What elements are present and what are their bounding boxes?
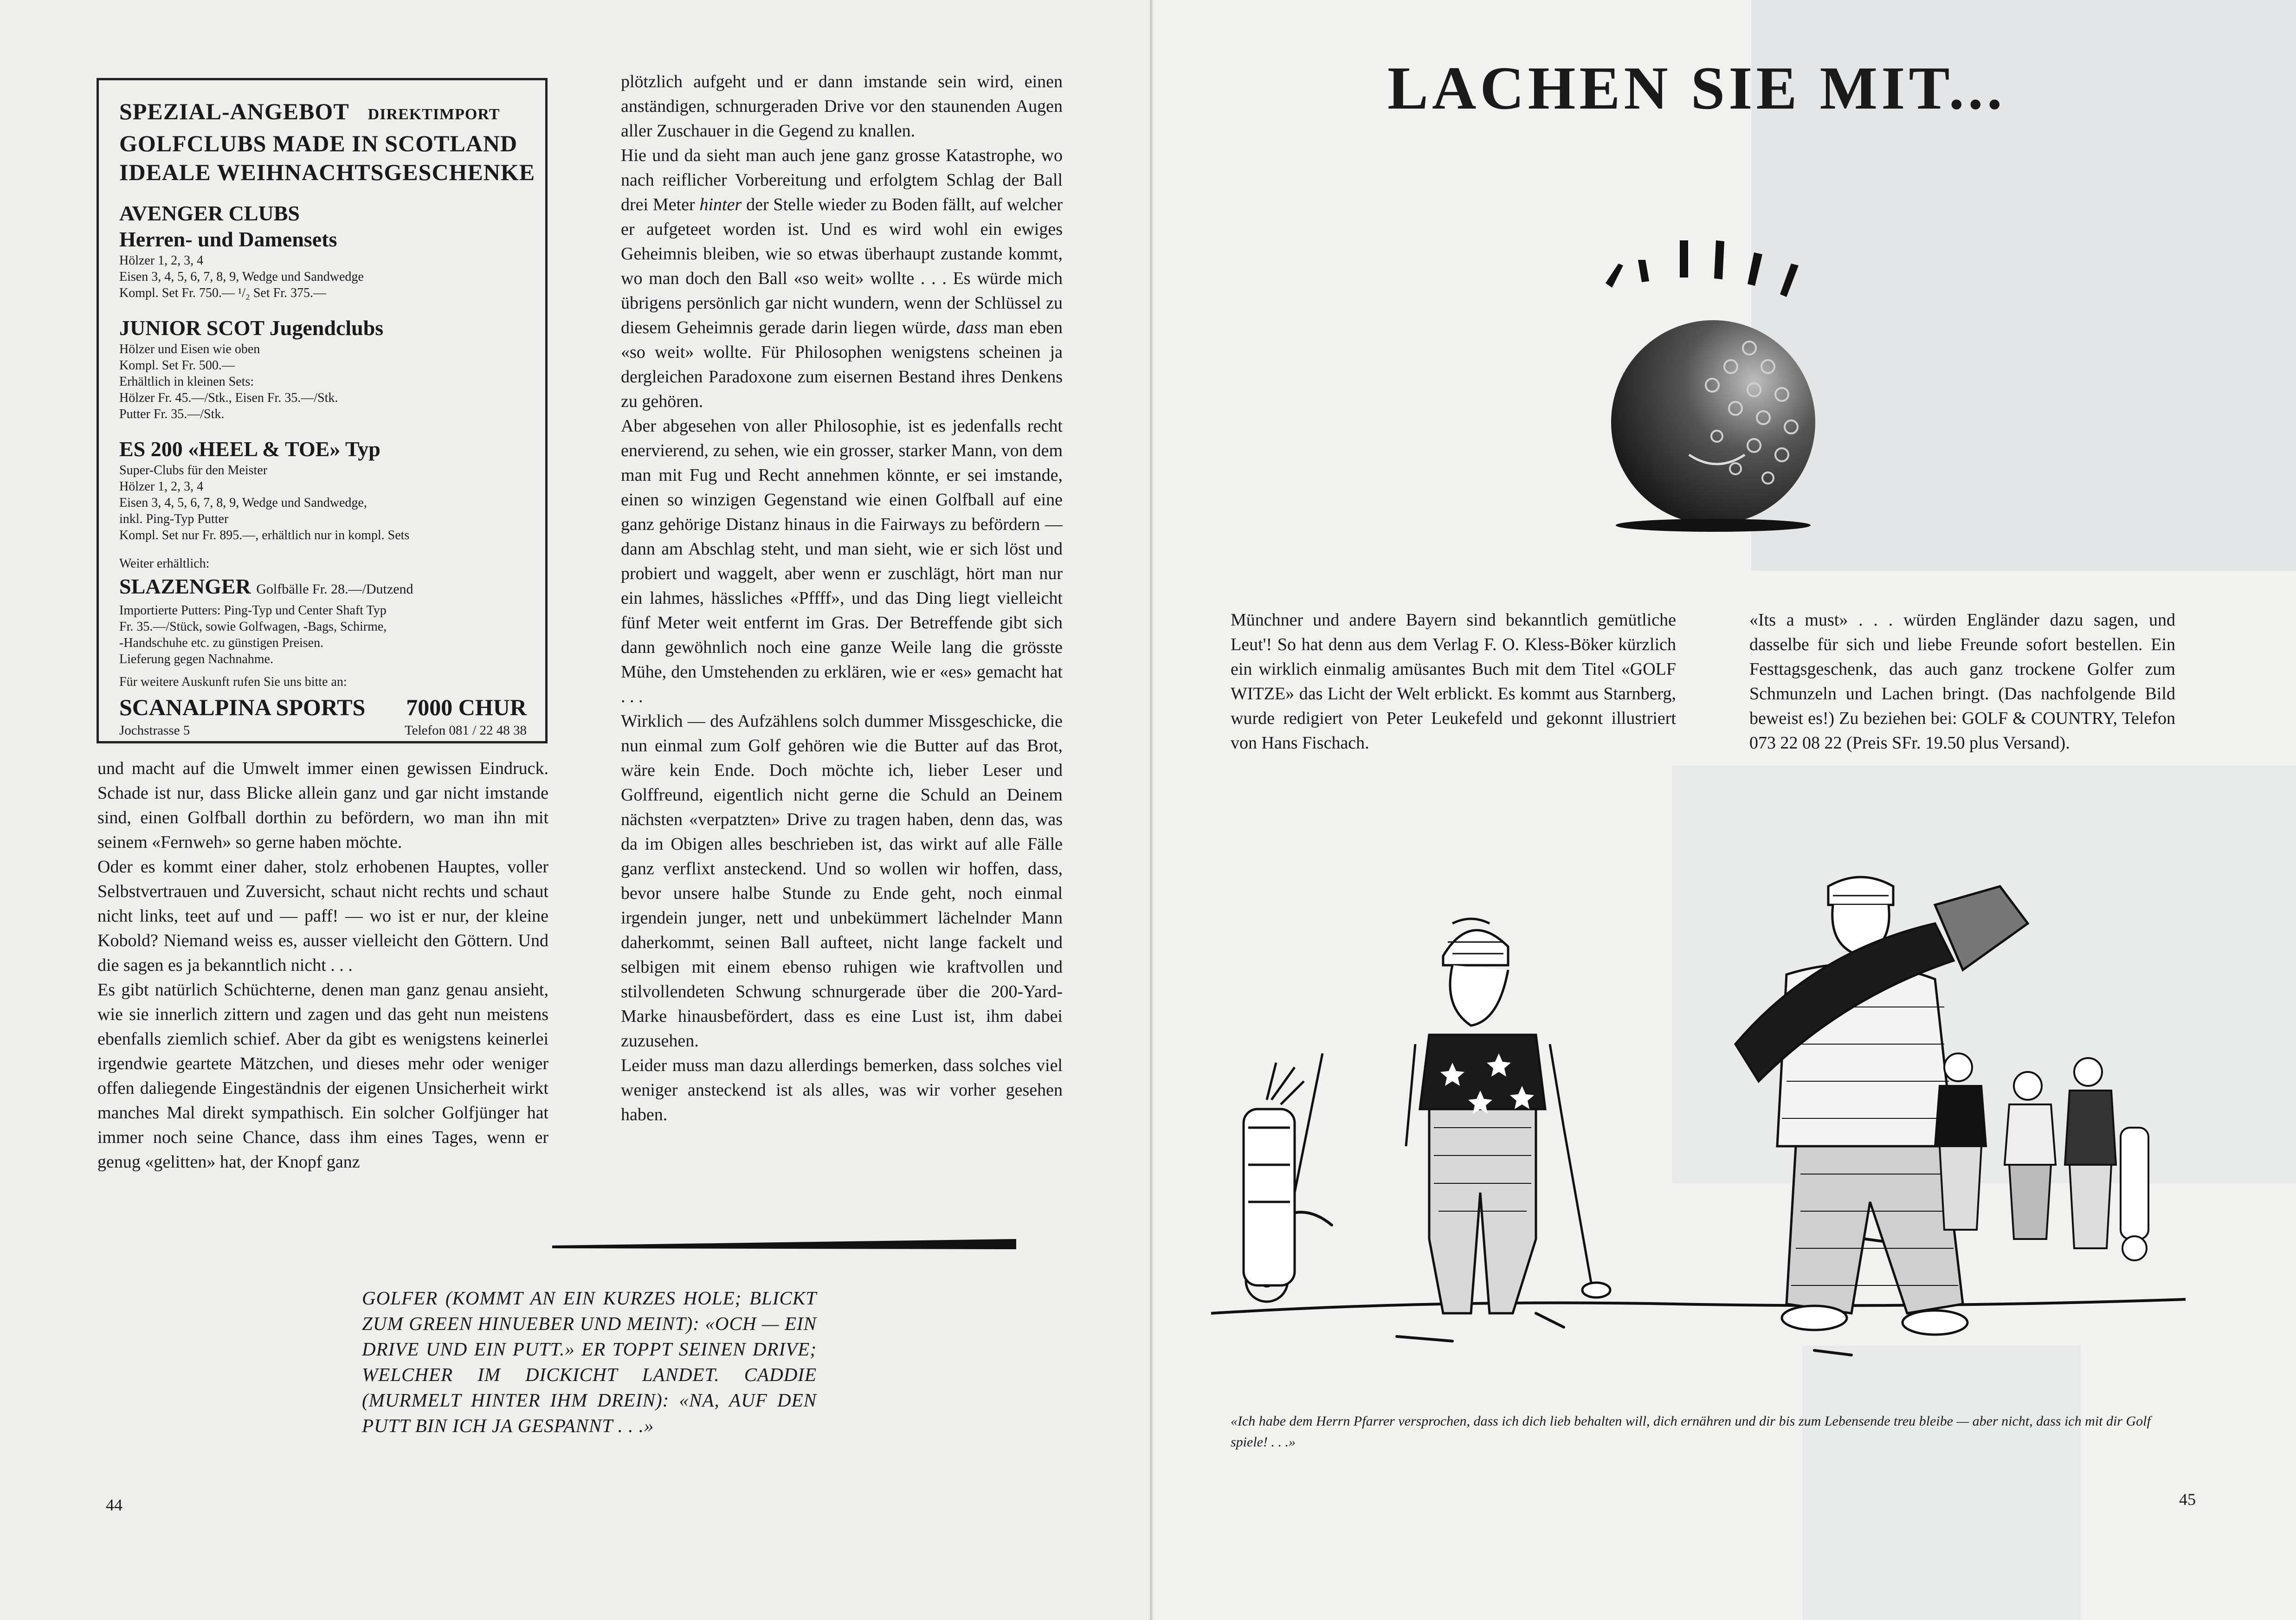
ad-line: Erhältlich in kleinen Sets: [119, 374, 254, 389]
ad-line: Hölzer 1, 2, 3, 4 [119, 253, 204, 268]
ad-header-line3: IDEALE WEIHNACHTSGESCHENKE [119, 159, 535, 185]
cartoon-caption: «Ich habe dem Herrn Pfarrer versprochen, dass ich dich lieb behalten will, dich ernähren und dir bis zum Lebensende treu bleibe — aber nicht, dass ich mit dir Golf spiele! . . .» [1231, 1413, 2151, 1450]
paragraph: Oder es kommt einer daher, stolz erhobenen Hauptes, voller Selbstvertrauen und Zuversicht, schaut nicht rechts und schaut nicht links, teet auf und — paff! — wo ist er nur, der kleine Kobold? Niemand weiss es, ausser vielleicht den Göttern. Und die sagen es ja bekanntlich nicht . . . [97, 857, 548, 975]
headline: LACHEN SIE MIT... [1387, 54, 2006, 122]
paragraph: und macht auf die Umwelt immer einen gewissen Eindruck. Schade ist nur, dass Blicke allein ganz und gar nicht imstande sind, einen Golfball dorthin zu befördern, wo man ihn mit seinem «Fernweh» so gerne haben möchte. [97, 759, 548, 852]
ad-header-line1: SPEZIAL-ANGEBOT DIREKTIMPORT [119, 98, 500, 124]
golf-ball-illustration [1596, 195, 1838, 557]
paragraph: Aber abgesehen von aller Philosophie, ist es jedenfalls recht enervierend, zu sehen, wie ein grosser, starker Mann, von dem man mit Fug und Recht annehmen könnte, er sei imstande, einen so winzigen Gegenstand wie einen Golfball auf eine ganz gehörige Distanz hinaus in die Fairways zu befördern — dann am Abschlag steht, und man sieht, wie er sich löst und probiert und waggelt, aber wenn er zuschlägt, hört man nur ein lahmes, hässliches «Pffff», und das Ding liegt vielleicht fünf Meter weit entfernt im Gras. Der Betreffende gibt sich dann gewöhnlich noch eine ganze Weile lang die grösste Mühe, den Umstehenden zu erklären, wie er «es» gemacht hat . . . [621, 416, 1063, 706]
ad-line: Lieferung gegen Nachnahme. [119, 652, 273, 666]
ad-line: Kompl. Set nur Fr. 895.—, erhältlich nur in kompl. Sets [119, 528, 410, 542]
decorative-rule [552, 1239, 1016, 1251]
ad-further: Weiter erhältlich: [119, 556, 210, 571]
ad-phone: Telefon 081 / 22 48 38 [405, 723, 527, 738]
ad-avenger-subtitle: Herren- und Damensets [119, 227, 337, 251]
ad-line: Super-Clubs für den Meister [119, 463, 268, 478]
ad-line: Eisen 3, 4, 5, 6, 7, 8, 9, Wedge und Sandwedge [119, 270, 364, 284]
page-number-left: 44 [106, 1496, 123, 1514]
ad-line: Kompl. Set Fr. 750.— ¹/₂ Set Fr. 375.— [119, 286, 326, 300]
ad-street: Jochstrasse 5 [119, 723, 190, 738]
paragraph: Leider muss man dazu allerdings bemerken, dass solches viel weniger ansteckend ist als alles, was wir vorher gesehen haben. [621, 1056, 1063, 1124]
joke-text: GOLFER (KOMMT AN EIN KURZES HOLE; BLICKT ZUM GREEN HINUEBER UND MEINT): «OCH — EIN DRIVE UND EIN PUTT.» ER TOPPT SEINEN DRIVE; WELCHER IM DICKICHT LANDET. CADDIE (MURMELT HINTER IHM DREIN): «NA, AUF DEN PUTT BIN ICH JA GESPANNT . . .» [362, 1287, 817, 1436]
ad-line: -Handschuhe etc. zu günstigen Preisen. [119, 636, 324, 650]
ad-contact [119, 693, 527, 722]
ad-line: Hölzer Fr. 45.—/Stk., Eisen Fr. 35.—/Stk. [119, 391, 338, 405]
cartoon-illustration [1211, 868, 2186, 1388]
ad-company: SCANALPINA SPORTS [119, 694, 366, 720]
ad-slazenger-title: SLAZENGER Golfbälle Fr. 28.—/Dutzend [119, 574, 413, 598]
paragraph: Wirklich — des Aufzählens solch dummer Missgeschicke, die nun einmal zum Golf gehören wie die Butter auf das Brot, wäre kein Ende. Doch möchte ich, lieber Leser und Golffreund, eigentlich nicht gerne die Schuld an Deinem nächsten «verpatzten» Drive zu tragen haben, denn das, was da im Obigen alles beschrieben ist, das wirkt auf alle Fälle ganz verflixt ansteckend. Und so wollen wir hoffen, dass, bevor unsere halbe Stunde zu Ende geht, noch einmal irgendein junger, nett und unbekümmert lächelnder Mann daherkommt, seinen Ball aufteet, nicht lange fackelt und selbigen mit einem ebenso ruhigen wie kraftvollen und stilvollendeten Schwung schnurgerade über die 200-Yard-Marke hinausbefördert, dass es eine Lust ist, ihm dabei zuzusehen. [621, 711, 1063, 1051]
ad-address [119, 722, 527, 739]
ad-header-line2: GOLFCLUBS MADE IN SCOTLAND [119, 130, 518, 156]
ad-line: Putter Fr. 35.—/Stk. [119, 407, 225, 421]
ad-city: 7000 CHUR [406, 694, 527, 720]
ad-call: Für weitere Auskunft rufen Sie uns bitte an: [119, 675, 347, 689]
advertisement-box [97, 78, 548, 743]
right-text-left: Münchner und andere Bayern sind bekanntlich gemütliche Leut'! So hat denn aus dem Verlag F. O. Kless-Böker kürzlich ein wirklich einmalig amüsantes Buch mit dem Titel «GOLF WITZE» das Licht der Welt erblickt. Es kommt aus Starnberg, wurde redigiert von Peter Leukefeld und gekonnt illustriert von Hans Fischach. [1231, 610, 1676, 753]
ad-line: Fr. 35.—/Stück, sowie Golfwagen, -Bags, Schirme, [119, 620, 387, 634]
ad-avenger-title: AVENGER CLUBS [119, 201, 300, 225]
ad-es200-title: ES 200 «HEEL & TOE» Typ [119, 437, 381, 461]
text-column-1 [97, 756, 548, 1175]
text-column-2 [621, 70, 1063, 1127]
ad-line: Hölzer 1, 2, 3, 4 [119, 479, 204, 494]
page-number-right: 45 [2179, 1490, 2196, 1509]
ad-line: Kompl. Set Fr. 500.— [119, 358, 235, 373]
ad-line: inkl. Ping-Typ Putter [119, 512, 229, 526]
paragraph: Es gibt natürlich Schüchterne, denen man ganz genau ansieht, wie sie innerlich zittern und zagen und das geht nun meistens ebenfalls ziemlich schief. Aber da gibt es wenigstens keinerlei irgendwie geartete Mätzchen, und dieses mehr oder weniger offen daliegende Eingeständnis der eigenen Unsicherheit wirkt manches Mal direkt sympathisch. Ein solcher Golfjünger hat immer noch seine Chance, dass ihm eines Tages, wenn er genug «gelitten» hat, der Knopf ganz [97, 980, 548, 1172]
ad-junior-title: JUNIOR SCOT Jugendclubs [119, 316, 384, 340]
right-text-right: «Its a must» . . . würden Engländer dazu sagen, und dasselbe für sich und liebe Freunde sofort bestellen. Ein Festtagsgeschenk, das auch ganz trockene Golfer zum Schmunzeln und Lachen bringt. (Das nachfolgende Bild beweist es!) Zu beziehen bei: GOLF & COUNTRY, Telefon 073 22 08 22 (Preis SFr. 19.50 plus Versand). [1749, 610, 2175, 753]
ad-line: Eisen 3, 4, 5, 6, 7, 8, 9, Wedge und Sandwedge, [119, 496, 367, 510]
ad-line: Hölzer und Eisen wie oben [119, 342, 260, 356]
ad-line: Importierte Putters: Ping-Typ und Center Shaft Typ [119, 603, 387, 618]
paragraph: Hie und da sieht man auch jene ganz grosse Katastrophe, wo nach reiflicher Vorbereitung und erfolgtem Schlag der Ball drei Meter hinter der Stelle wieder zu Boden fällt, auf welcher er aufgeteet worden ist. Und es wird wohl ein ewiges Geheimnis bleiben, wie so etwas überhaupt zustande kommt, wo man doch den Ball «so weit» wollte . . . Es würde mich übrigens persönlich gar nicht wundern, wenn der Schlüssel zu diesem Geheimnis gerade darin liegen würde, dass man eben «so weit» wollte. Für Philosophen wenigstens scheinen ja dergleichen Paradoxone zum eisernen Bestand ihres Denkens zu gehören. [621, 146, 1063, 411]
paragraph: plötzlich aufgeht und er dann imstande sein wird, einen anständigen, schnurgeraden Drive vor den staunenden Augen aller Zuschauer in die Gegend zu knallen. [621, 72, 1063, 141]
